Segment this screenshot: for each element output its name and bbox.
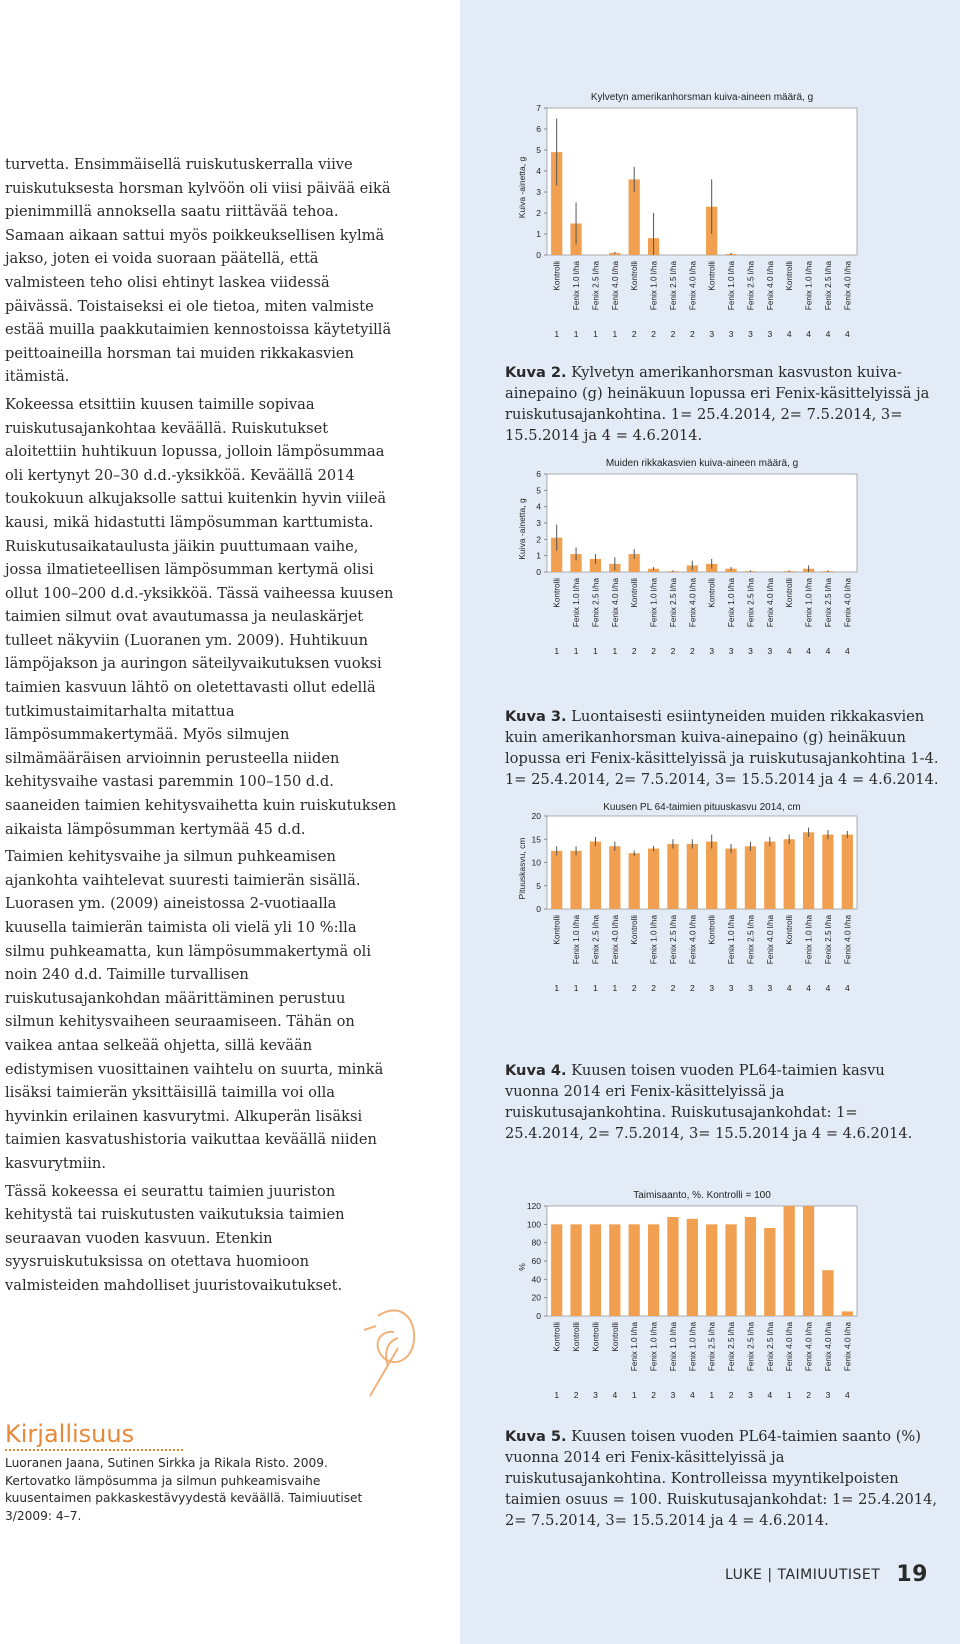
chart-kuva-5 — [517, 1184, 900, 1414]
bar — [590, 1224, 601, 1316]
category-label: Fenix 1.0 l/ha — [649, 261, 659, 311]
y-tick-label: 3 — [536, 518, 541, 528]
y-tick-label: 5 — [536, 485, 541, 496]
bar — [648, 1224, 659, 1316]
bar — [706, 842, 717, 909]
category-label: Fenix 1.0 l/ha — [572, 915, 582, 965]
category-label: Fenix 1.0 l/ha — [688, 1322, 698, 1372]
group-label: 4 — [767, 1390, 773, 1400]
category-label: Fenix 2.5 l/ha — [591, 915, 601, 965]
chart-kuva-3 — [517, 448, 900, 688]
category-label: Fenix 4.0 l/ha — [688, 915, 698, 965]
bar — [764, 1228, 775, 1316]
y-tick-label: 5 — [536, 145, 541, 155]
chart-title: Muiden rikkakasvien kuiva-aineen määrä, g — [605, 458, 799, 469]
group-label: 4 — [806, 983, 811, 993]
y-tick-label: 15 — [531, 834, 541, 845]
bar — [609, 846, 620, 909]
y-tick-label: 80 — [531, 1237, 541, 1248]
group-label: 2 — [689, 329, 695, 339]
category-label: Fenix 1.0 l/ha — [727, 915, 737, 965]
group-label: 4 — [844, 983, 850, 993]
group-label: 1 — [554, 329, 560, 339]
category-label: Fenix 2.5 l/ha — [823, 915, 833, 965]
category-label: Kontrolli — [591, 1322, 601, 1352]
category-label: Fenix 4.0 l/ha — [610, 915, 620, 965]
bar — [609, 1224, 620, 1316]
group-label: 4 — [786, 646, 792, 656]
literature-divider — [5, 1449, 183, 1451]
body-paragraph: turvetta. Ensimmäisellä ruiskutuskerralla viive ruiskutuksesta horsman kylvöön oli viisi päivää eikä pienimmillä annoksella saatu riittävää tehoa. Samaan aikaan sattui myös poikkeuksellisen kylmä jakso, joten ei voida suoraan päätellä, että valmisteen teho olisi ehtinyt laskea viidessä päivässä. Toistaiseksi ei ole tietoa, miten valmiste estää muilla paakkutaimien kennostoissa käytetyillä peittoaineilla horsman tai muiden rikkakasvien itämistä. — [5, 156, 392, 386]
publication-name: LUKE | TAIMIUUTISET — [725, 1567, 881, 1583]
chart-title: Kylvetyn amerikanhorsman kuiva-aineen määrä, g — [590, 92, 814, 103]
category-label: Fenix 1.0 l/ha — [727, 261, 737, 311]
group-label: 1 — [612, 983, 618, 993]
group-label: 1 — [573, 329, 579, 339]
category-label: Fenix 4.0 l/ha — [843, 915, 853, 965]
category-label: Kontrolli — [630, 915, 640, 945]
bar — [822, 835, 833, 909]
group-label: 1 — [593, 983, 598, 993]
chart-kuva-2 — [517, 88, 900, 343]
y-tick-label: 1 — [536, 229, 541, 239]
group-label: 2 — [651, 1390, 656, 1400]
bar — [803, 1206, 814, 1316]
category-label: Kontrolli — [707, 915, 717, 945]
group-label: 1 — [554, 983, 560, 993]
bar — [745, 846, 756, 909]
category-label: Fenix 1.0 l/ha — [572, 261, 582, 311]
group-label: 1 — [612, 646, 618, 656]
group-label: 3 — [728, 646, 734, 656]
bar — [842, 835, 853, 909]
bar — [784, 1206, 795, 1316]
group-label: 1 — [786, 1390, 792, 1400]
y-tick-label: 60 — [531, 1256, 541, 1266]
group-label: 3 — [748, 646, 753, 656]
category-label: Fenix 4.0 l/ha — [843, 1322, 853, 1372]
category-label: Kontrolli — [552, 261, 562, 291]
group-label: 2 — [689, 646, 695, 656]
category-label: Fenix 4.0 l/ha — [688, 261, 698, 311]
bar — [570, 851, 581, 909]
group-label: 4 — [612, 1390, 618, 1400]
y-tick-label: 6 — [536, 124, 541, 134]
literature-heading: Kirjallisuus — [5, 1420, 135, 1448]
category-label: Fenix 2.5 l/ha — [727, 1322, 737, 1372]
plant-seed-illustration — [358, 1296, 428, 1404]
group-label: 2 — [689, 983, 695, 993]
group-label: 3 — [670, 1390, 676, 1400]
y-axis-label: Pituuskasvu, cm — [517, 837, 527, 900]
y-tick-label: 0 — [536, 904, 541, 914]
y-tick-label: 3 — [536, 187, 541, 197]
category-label: Fenix 2.5 l/ha — [591, 261, 601, 311]
bar — [667, 1217, 678, 1316]
group-label: 1 — [593, 329, 598, 339]
y-tick-label: 20 — [531, 1292, 541, 1303]
category-label: Kontrolli — [552, 1322, 562, 1352]
category-label: Fenix 2.5 l/ha — [591, 578, 601, 628]
article-body — [5, 153, 397, 1302]
group-label: 2 — [651, 329, 656, 339]
bar — [687, 1219, 698, 1316]
category-label: Fenix 2.5 l/ha — [765, 1322, 775, 1372]
y-tick-label: 4 — [536, 166, 541, 176]
category-label: Fenix 4.0 l/ha — [610, 578, 620, 628]
y-tick-label: 120 — [526, 1201, 541, 1211]
chart-kuva-4 — [517, 802, 900, 1036]
bar — [745, 1217, 756, 1316]
group-label: 2 — [806, 1390, 811, 1400]
group-label: 3 — [728, 329, 734, 339]
group-label: 3 — [767, 983, 773, 993]
caption-label: Kuva 5. — [505, 1428, 567, 1445]
group-label: 2 — [651, 646, 656, 656]
chart-svg — [517, 88, 900, 343]
plot-area — [547, 474, 857, 572]
category-label: Fenix 1.0 l/ha — [727, 578, 737, 628]
bar — [784, 839, 795, 909]
category-label: Fenix 4.0 l/ha — [843, 261, 853, 311]
category-label: Fenix 1.0 l/ha — [668, 1322, 678, 1372]
group-label: 4 — [825, 646, 831, 656]
chart-svg — [517, 1184, 900, 1414]
caption-text: Kylvetyn amerikanhorsman kasvuston kuiva-ainepaino (g) heinäkuun lopussa eri Fenix-käsittelyissä ja ruiskutusajankohtina. 1= 25.4.2014, 2= 7.5.2014, 3= 15.5.2014 ja 4 = 4.6.2014. — [505, 364, 930, 444]
y-axis-label: Kuiva -ainetta, g — [517, 156, 527, 219]
y-tick-label: 4 — [536, 501, 541, 512]
caption-kuva-2 — [505, 362, 940, 446]
category-label: Kontrolli — [707, 578, 717, 608]
category-label: Fenix 2.5 l/ha — [746, 261, 756, 311]
category-label: Fenix 2.5 l/ha — [746, 915, 756, 965]
category-label: Fenix 2.5 l/ha — [668, 261, 678, 311]
category-label: Kontrolli — [552, 578, 562, 608]
category-label: Fenix 1.0 l/ha — [804, 915, 814, 965]
category-label: Kontrolli — [785, 578, 795, 608]
chart-svg — [517, 448, 900, 688]
group-label: 3 — [767, 329, 773, 339]
group-label: 4 — [844, 1390, 850, 1400]
category-label: Kontrolli — [552, 915, 562, 945]
category-label: Kontrolli — [785, 915, 795, 945]
category-label: Fenix 1.0 l/ha — [649, 915, 659, 965]
page-footer — [725, 1562, 928, 1587]
group-label: 1 — [612, 329, 618, 339]
category-label: Fenix 2.5 l/ha — [707, 1322, 717, 1372]
bar — [725, 849, 736, 909]
chart-title: Kuusen PL 64-taimien pituuskasvu 2014, cm — [603, 802, 801, 813]
group-label: 1 — [593, 646, 598, 656]
group-label: 3 — [709, 983, 715, 993]
group-label: 2 — [670, 983, 676, 993]
category-label: Kontrolli — [610, 1322, 620, 1352]
literature-reference: Luoranen Jaana, Sutinen Sirkka ja Rikala Risto. 2009. Kertovatko lämpösumma ja silmun puhkeamisvaihe kuusentaimen pakkaskestävyydestä keväällä. Taimiuutiset 3/2009: 4–7. — [5, 1456, 363, 1523]
group-label: 1 — [554, 646, 560, 656]
chart-title: Taimisaanto, %. Kontrolli = 100 — [633, 1190, 771, 1201]
group-label: 1 — [631, 1390, 637, 1400]
category-label: Fenix 2.5 l/ha — [823, 261, 833, 311]
y-tick-label: 0 — [536, 567, 541, 577]
group-label: 4 — [825, 983, 831, 993]
category-label: Kontrolli — [785, 261, 795, 291]
bar — [629, 853, 640, 909]
group-label: 1 — [573, 983, 579, 993]
category-label: Kontrolli — [707, 261, 717, 291]
group-label: 3 — [593, 1390, 598, 1400]
group-label: 3 — [767, 646, 773, 656]
caption-label: Kuva 2. — [505, 364, 567, 381]
category-label: Fenix 4.0 l/ha — [823, 1322, 833, 1372]
category-label: Fenix 4.0 l/ha — [610, 261, 620, 311]
category-label: Fenix 4.0 l/ha — [785, 1322, 795, 1372]
caption-text: Luontaisesti esiintyneiden muiden rikkakasvien kuin amerikanhorsman kuiva-ainepaino (g) heinäkuun lopussa eri Fenix-käsittelyissä ja ruiskutusajankohtina 1-4. 1= 25.4.2014, 2= 7.5.2014, 3= 15.5.2014 ja 4 = 4.6.2014. — [505, 708, 939, 788]
category-label: Kontrolli — [630, 261, 640, 291]
y-tick-label: 100 — [526, 1219, 541, 1230]
group-label: 3 — [748, 1390, 753, 1400]
category-label: Kontrolli — [630, 578, 640, 608]
group-label: 2 — [631, 646, 637, 656]
group-label: 3 — [728, 983, 734, 993]
category-label: Fenix 4.0 l/ha — [765, 578, 775, 628]
caption-text: Kuusen toisen vuoden PL64-taimien kasvu vuonna 2014 eri Fenix-käsittelyissä ja ruiskutusajankohtina. Ruiskutusajankohdat: 1= 25.4.2014, 2= 7.5.2014, 3= 15.5.2014 ja 4 = 4.6.2014. — [505, 1062, 913, 1142]
y-tick-label: 40 — [531, 1274, 541, 1285]
group-label: 4 — [806, 329, 811, 339]
plot-area — [547, 108, 857, 255]
group-label: 2 — [631, 983, 637, 993]
y-tick-label: 0 — [536, 250, 541, 260]
bar — [842, 1311, 853, 1316]
group-label: 3 — [709, 329, 715, 339]
y-tick-label: 20 — [531, 811, 541, 821]
y-tick-label: 10 — [531, 857, 541, 868]
category-label: Fenix 2.5 l/ha — [668, 915, 678, 965]
bar — [648, 849, 659, 909]
group-label: 4 — [844, 646, 850, 656]
category-label: Fenix 1.0 l/ha — [649, 578, 659, 628]
chart-svg — [517, 802, 900, 1036]
group-label: 4 — [689, 1390, 695, 1400]
caption-kuva-5 — [505, 1426, 940, 1531]
bar — [687, 844, 698, 909]
bar — [764, 842, 775, 909]
y-tick-label: 2 — [536, 208, 541, 218]
group-label: 4 — [806, 646, 811, 656]
group-label: 2 — [728, 1390, 734, 1400]
y-tick-label: 2 — [536, 534, 541, 545]
bar — [822, 1270, 833, 1316]
y-axis-label: % — [517, 1263, 527, 1271]
group-label: 2 — [670, 646, 676, 656]
group-label: 1 — [709, 1390, 715, 1400]
group-label: 4 — [786, 329, 792, 339]
category-label: Kontrolli — [572, 1322, 582, 1352]
category-label: Fenix 1.0 l/ha — [649, 1322, 659, 1372]
y-tick-label: 5 — [536, 880, 541, 891]
body-paragraph: Kokeessa etsittiin kuusen taimille sopivaa ruiskutusajankohtaa keväällä. Ruiskutukset aloitettiin huhtikuun lopussa, jolloin lämpösummaa oli kertynyt 20–30 d.d.-yksikköä. Keväällä 2014 toukokuun alkujaksolle sattui kuitenkin hyvin viileä kausi, mikä hidastutti lämpösumman karttumista. Ruiskutusaikataulusta jäikin puuttumaan vaihe, jossa ilmatieteellisen lämpösumman kertymä olisi ollut 100–200 d.d.-yksikköä. Tässä vaiheessa kuusen taimien silmut ovat avautumassa ja neulaskärjet tulleet näkyviin (Luoranen ym. 2009). Huhtikuun lämpöjakson ja auringon säteilyvaikutuksen vuoksi taimien kasvuun lähtö on oletettavasti ollut edellä tutkimustaimitarhalta mitattua lämpösummakertymää. Myös silmujen silmämääräisen arvioinnin perusteella niiden kehitysvaihe vastasi paremmin 100–150 d.d. saaneiden taimien kehitysvaihetta kuin ruiskutuksen aikaista lämpösumman kertymää 45 d.d. — [5, 395, 397, 838]
bar — [551, 1224, 562, 1316]
group-label: 2 — [670, 329, 676, 339]
group-label: 4 — [825, 329, 831, 339]
category-label: Fenix 4.0 l/ha — [765, 261, 775, 311]
group-label: 2 — [651, 983, 656, 993]
group-label: 3 — [748, 329, 753, 339]
group-label: 3 — [748, 983, 753, 993]
bar — [667, 844, 678, 909]
bar — [706, 1224, 717, 1316]
caption-kuva-4 — [505, 1060, 940, 1144]
category-label: Fenix 1.0 l/ha — [804, 578, 814, 628]
group-label: 2 — [573, 1390, 579, 1400]
bar — [590, 842, 601, 909]
group-label: 1 — [554, 1390, 560, 1400]
y-tick-label: 0 — [536, 1311, 541, 1321]
group-label: 2 — [631, 329, 637, 339]
bar — [803, 832, 814, 909]
category-label: Fenix 2.5 l/ha — [668, 578, 678, 628]
group-label: 3 — [825, 1390, 831, 1400]
caption-text: Kuusen toisen vuoden PL64-taimien saanto (%) vuonna 2014 eri Fenix-käsittelyissä ja ruiskutusajankohtina. Kontrolleissa myyntikelpoisten taimien osuus = 100. Ruiskutusajankohdat: 1= 25.4.2014, 2= 7.5.2014, 3= 15.5.2014 ja 4 = 4.6.2014. — [505, 1428, 938, 1529]
y-tick-label: 6 — [536, 469, 541, 479]
group-label: 3 — [709, 646, 715, 656]
category-label: Fenix 1.0 l/ha — [630, 1322, 640, 1372]
category-label: Fenix 2.5 l/ha — [746, 578, 756, 628]
bar — [725, 1224, 736, 1316]
bar — [629, 1224, 640, 1316]
category-label: Fenix 4.0 l/ha — [843, 578, 853, 628]
bar — [551, 851, 562, 909]
bar — [570, 1224, 581, 1316]
category-label: Fenix 2.5 l/ha — [823, 578, 833, 628]
group-label: 1 — [573, 646, 579, 656]
caption-kuva-3 — [505, 706, 940, 790]
category-label: Fenix 4.0 l/ha — [804, 1322, 814, 1372]
caption-label: Kuva 4. — [505, 1062, 567, 1079]
y-tick-label: 7 — [536, 103, 541, 113]
y-axis-label: Kuiva -ainetta, g — [517, 498, 527, 560]
category-label: Fenix 4.0 l/ha — [765, 915, 775, 965]
category-label: Fenix 1.0 l/ha — [804, 261, 814, 311]
caption-label: Kuva 3. — [505, 708, 567, 725]
body-paragraph: Tässä kokeessa ei seurattu taimien juuriston kehitystä tai ruiskutusten vaikutuksia taimien seuraavan vuoden kasvuun. Etenkin syysruiskutuksissa on otettava huomioon valmisteiden mahdolliset juuristovaikutukset. — [5, 1182, 345, 1294]
page-number: 19 — [896, 1562, 928, 1587]
category-label: Fenix 4.0 l/ha — [688, 578, 698, 628]
category-label: Fenix 1.0 l/ha — [572, 578, 582, 628]
category-label: Fenix 2.5 l/ha — [746, 1322, 756, 1372]
group-label: 4 — [844, 329, 850, 339]
body-paragraph: Taimien kehitysvaihe ja silmun puhkeamisen ajankohta vaihtelevat suuresti taimierän sisällä. Luorasen ym. (2009) aineistossa 2-vuotiaalla kuusella taimierän taimista oli vielä yli 10 %:lla silmu puhkeamatta, kun lämpösummakertymä oli noin 240 d.d. Taimille turvallisen ruiskutusajankohdan määrittäminen perustuu silmun kehitysvaiheen seuraamiseen. Tähän on vaikea antaa selkeää ohjetta, sillä kevään edistymisen vuosittainen vaihtelu on suurta, minkä lisäksi taimierän yksittäisillä taimilla voi olla hyvinkin erilainen kasvurytmi. Alkuperän lisäksi taimien kasvatushistoria vaikuttaa keväällä niiden kasvurytmiin. — [5, 848, 384, 1172]
y-tick-label: 1 — [536, 550, 541, 561]
group-label: 4 — [786, 983, 792, 993]
